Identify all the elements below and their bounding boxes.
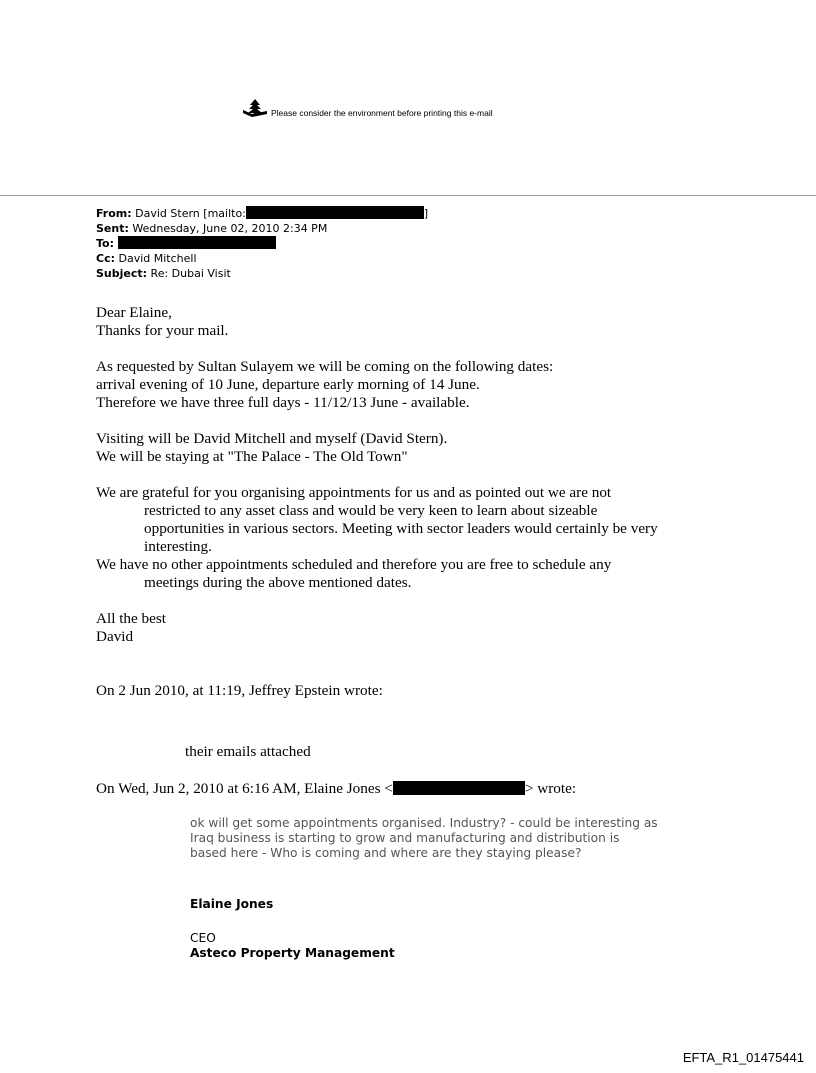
redaction-box: [246, 206, 424, 219]
sent-value: Wednesday, June 02, 2010 2:34 PM: [132, 222, 328, 235]
dates-line-2: arrival evening of 10 June, departure early morning of 14 June.: [96, 376, 480, 393]
subject-value: Re: Dubai Visit: [150, 267, 231, 280]
signature-name: Elaine Jones: [190, 897, 274, 911]
from-row: [96, 206, 428, 221]
hotel-line: We will be staying at "The Palace - The Old Town": [96, 448, 408, 465]
closing: All the best: [96, 610, 167, 627]
cc-row: [96, 251, 428, 266]
jones-intro-prefix: On Wed, Jun 2, 2010 at 6:16 AM, Elaine Jones <: [96, 780, 393, 797]
document-id: EFTA_R1_01475441: [682, 1050, 804, 1065]
signature-title: CEO: [190, 931, 216, 945]
cc-value: David Mitchell: [118, 252, 197, 265]
visitors-line: Visiting will be David Mitchell and myself (David Stern).: [96, 430, 448, 447]
environment-banner: [242, 98, 493, 118]
from-close: ]: [423, 207, 429, 220]
environment-text: Please consider the environment before printing this e-mail: [271, 108, 493, 118]
email-headers: [96, 206, 428, 281]
jones-intro: [96, 780, 576, 798]
signoff: David: [96, 628, 134, 645]
subject-label: Subject:: [96, 267, 148, 280]
grateful-paragraph: We are grateful for you organising appointments for us and as pointed out we are not restricted to any asset class and would be very keen to learn about sizeable opportunities in various sectors. Meeting with sector leaders would certainly be very interesting.: [96, 484, 658, 555]
jones-body: ok will get some appointments organised. Industry? - could be interesting as Iraq business is starting to grow and manufacturing and distribution is based here - Who is coming and where are they staying please?: [190, 816, 658, 860]
sent-label: Sent:: [96, 222, 129, 235]
epstein-body: their emails attached: [185, 743, 311, 760]
redaction-box: [118, 236, 276, 249]
from-label: From:: [96, 207, 132, 220]
availability-paragraph: We have no other appointments scheduled and therefore you are free to schedule any meetings during the above mentioned dates.: [96, 556, 612, 591]
message-body: [96, 304, 666, 700]
thanks-line: Thanks for your mail.: [96, 322, 229, 339]
from-value: David Stern [mailto:: [135, 207, 246, 220]
to-row: [96, 236, 428, 251]
greeting: Dear Elaine,: [96, 304, 172, 321]
dates-line-3: Therefore we have three full days - 11/12/13 June - available.: [96, 394, 470, 411]
subject-row: [96, 266, 428, 281]
dates-line-1: As requested by Sultan Sulayem we will be coming on the following dates:: [96, 358, 554, 375]
signature-company: Asteco Property Management: [190, 946, 395, 960]
sent-row: [96, 221, 428, 236]
epstein-intro: On 2 Jun 2010, at 11:19, Jeffrey Epstein wrote:: [96, 682, 383, 699]
jones-intro-suffix: > wrote:: [524, 780, 577, 797]
cc-label: Cc:: [96, 252, 115, 265]
to-label: To:: [96, 237, 114, 250]
separator-line: [0, 195, 816, 196]
redaction-box: [393, 781, 525, 795]
tree-print-icon: [242, 98, 268, 118]
